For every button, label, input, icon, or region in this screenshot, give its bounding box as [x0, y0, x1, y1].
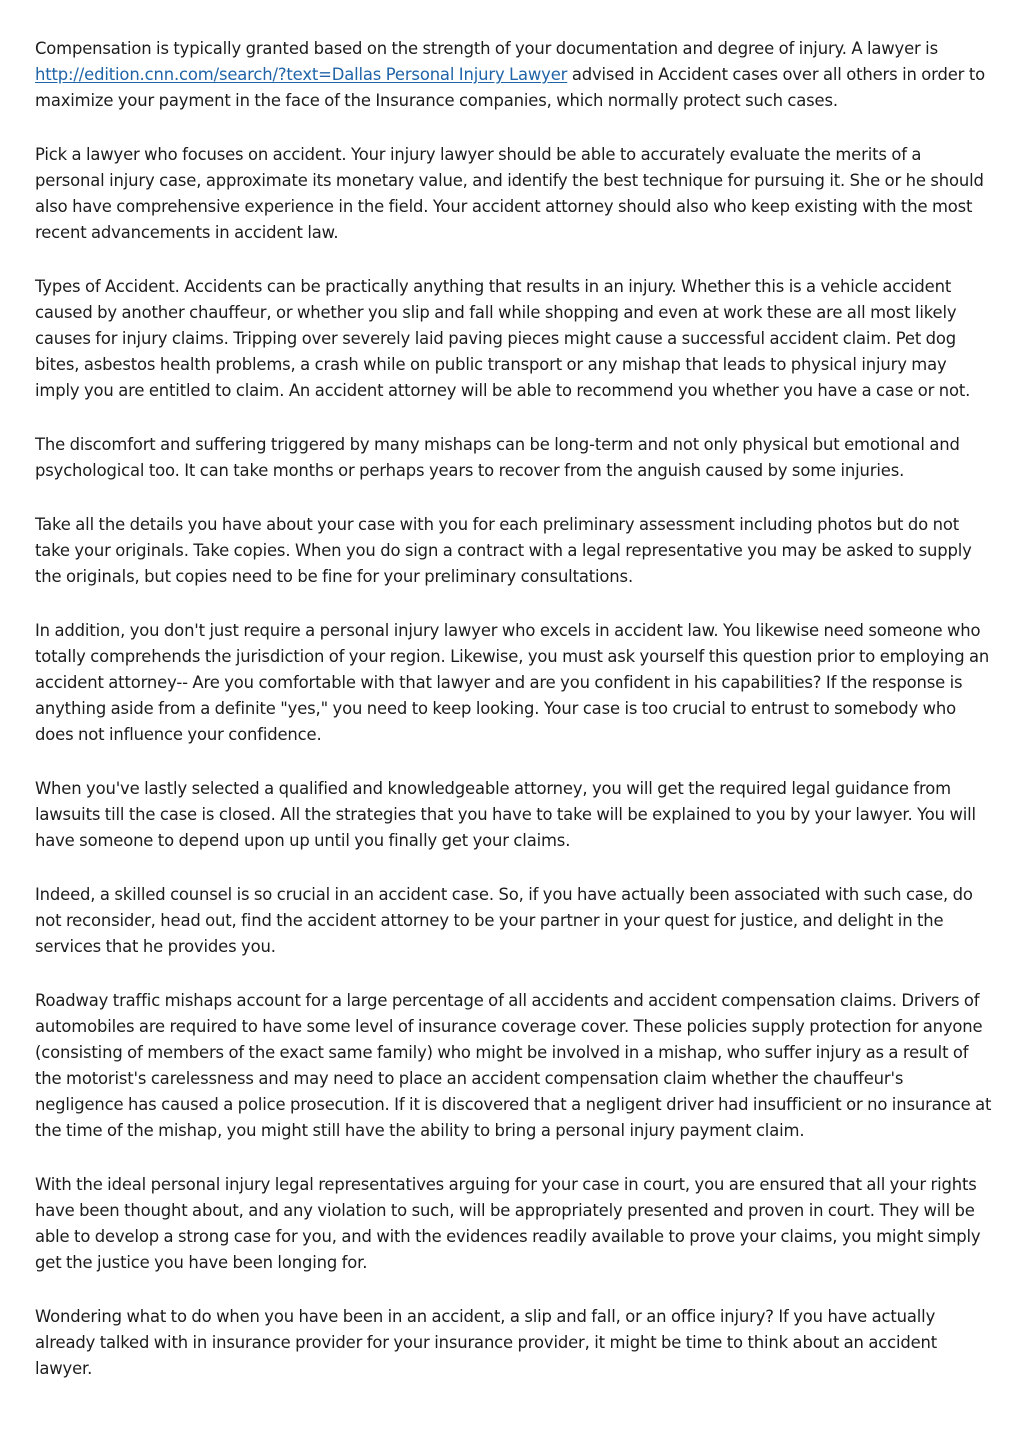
paragraph-roadway-traffic: Roadway traffic mishaps account for a large percentage of all accidents and accident compensation claims. Drivers of automobiles are required to have some level of insurance coverage cover. These policies supply protection for anyone (consisting of members of the exact same family) who might be involved in a mishap, who suffer injury as a result of the motorist's carelessness and may need to place an accident compensation claim whether the chauffeur's negligence has caused a police prosecution. If it is discovered that a negligent driver had insufficient or no insurance at the time of the mishap, you might still have the ability to bring a personal injury payment claim.: [35, 991, 992, 1140]
paragraph-text: Compensation is typically granted based on the strength of your documentation and degree of injury. A lawyer is: [35, 39, 938, 58]
paragraph-compensation: [35, 36, 994, 114]
paragraph-types-of-accident: Types of Accident. Accidents can be practically anything that results in an injury. Whether this is a vehicle accident caused by another chauffeur, or whether you slip and fall while shopping and even at work these are all most likely causes for injury claims. Tripping over severely laid paving pieces might cause a successful accident claim. Pet dog bites, asbestos health problems, a crash while on public transport or any mishap that leads to physical injury may imply you are entitled to claim. An accident attorney will be able to recommend you whether you have a case or not.: [35, 277, 971, 400]
paragraph-wondering: Wondering what to do when you have been in an accident, a slip and fall, or an office injury? If you have actually already talked with in insurance provider for your insurance provider, it might be time to think about an accident lawyer.: [35, 1307, 938, 1378]
paragraph-discomfort: The discomfort and suffering triggered by many mishaps can be long-term and not only physical but emotional and psychological too. It can take months or perhaps years to recover from the anguish caused by some injuries.: [35, 435, 960, 480]
paragraph-skilled-counsel: Indeed, a skilled counsel is so crucial in an accident case. So, if you have actually been associated with such case, do not reconsider, head out, find the accident attorney to be your partner in your quest for justice, and delight in the services that he provides you.: [35, 885, 973, 956]
paragraph-in-addition: In addition, you don't just require a personal injury lawyer who excels in accident law. You likewise need someone who totally comprehends the jurisdiction of your region. Likewise, you must ask yourself this question prior to employing an accident attorney-- Are you comfortable with that lawyer and are you confident in his capabilities? If the response is anything aside from a definite "yes," you need to keep looking. Your case is too crucial to entrust to somebody who does not influence your confidence.: [35, 621, 990, 744]
paragraph-ideal-representatives: With the ideal personal injury legal representatives arguing for your case in court, you are ensured that all your rights have been thought about, and any violation to such, will be appropriately presented and proven in court. They will be able to develop a strong case for you, and with the evidences readily available to prove your claims, you might simply get the justice you have been longing for.: [35, 1175, 981, 1272]
paragraph-text: advised in Accident cases over all others in order to maximize your payment in the face of the Insurance companies, which normally protect such cases.: [35, 65, 985, 110]
paragraph-when-selected: When you've lastly selected a qualified and knowledgeable attorney, you will get the required legal guidance from lawsuits till the case is closed. All the strategies that you have to take will be explained to you by your lawyer. You will have someone to depend upon up until you finally get your claims.: [35, 779, 976, 850]
paragraph-take-details: Take all the details you have about your case with you for each preliminary assessment including photos but do not take your originals. Take copies. When you do sign a contract with a legal representative you may be asked to supply the originals, but copies need to be fine for your preliminary consultations.: [35, 515, 972, 586]
paragraph-pick-lawyer: Pick a lawyer who focuses on accident. Your injury lawyer should be able to accurately evaluate the merits of a personal injury case, approximate its monetary value, and identify the best technique for pursuing it. She or he should also have comprehensive experience in the field. Your accident attorney should also who keep existing with the most recent advancements in accident law.: [35, 145, 984, 242]
cnn-search-link[interactable]: http://edition.cnn.com/search/?text=Dallas Personal Injury Lawyer: [35, 65, 568, 84]
